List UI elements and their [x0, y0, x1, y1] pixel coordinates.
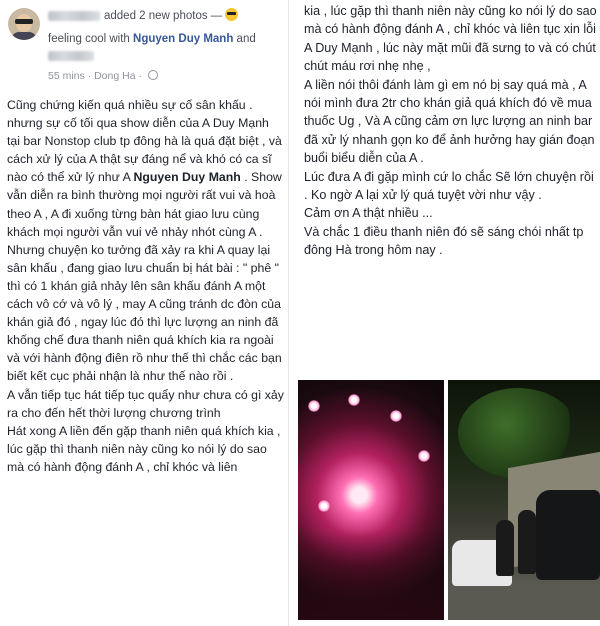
blurred-tagged-name[interactable] [48, 51, 94, 61]
post-paragraph: A vẫn tiếp tục hát tiếp tục quẩy như chưa có gì xảy ra cho đến hết thời lượng chương trình [7, 387, 284, 420]
post-paragraph: A liền nói thôi đánh làm gì em nó bị say quá mà , A nói mình đưa 2tr cho khán giả quá khích đó về mua thuốc Ug , Và A cũng cảm ơn lực lượng an ninh bar đã xử lý nhanh gọn ko để ảnh hưởng hay gián đoạn buổi biểu diễn của A . [304, 77, 595, 166]
post-continued-body [304, 2, 598, 260]
post-location[interactable]: · Dong Ha · [87, 70, 142, 82]
and-text: and [236, 33, 256, 45]
post-paragraph: Cũng chứng kiến quá nhiều sự cố sân khấu . [7, 98, 253, 112]
post-meta [48, 70, 158, 82]
post-header [0, 0, 288, 92]
person-figure [518, 510, 536, 574]
action-text: added 2 new photos — [104, 10, 223, 22]
person-figure [496, 520, 514, 576]
feeling-text: feeling cool with [48, 33, 130, 45]
header-line-3 [48, 49, 98, 63]
blurred-author-name[interactable] [48, 11, 100, 21]
header-line-1 [48, 8, 238, 23]
avatar[interactable] [8, 8, 40, 40]
sunglasses-emoji-icon [225, 8, 238, 21]
post-time[interactable]: 55 mins [48, 70, 85, 82]
street-night-photo[interactable] [448, 380, 600, 620]
post-paragraph: Và chắc 1 điều thanh niên đó sẽ sáng chói nhất tp đông Hà trong hôm nay . [304, 224, 584, 258]
post-left-column [0, 0, 289, 626]
tagged-user-link[interactable]: Nguyen Duy Manh [133, 33, 234, 45]
post-body [7, 96, 285, 476]
post-paragraph: Hát xong A liền đến gặp thanh niên quá khích kia , lúc gặp thì thanh niên này cũng ko nói lý do sao mà có hành động đánh A , chỉ khóc và liên [7, 423, 281, 474]
header-line-2 [48, 32, 256, 46]
post-paragraph: Cảm ơn A thật nhiều ... [304, 206, 433, 221]
post-paragraph: kia , lúc gặp thì thanh niên này cũng ko nói lý do sao mà có hành động đánh A , chỉ khóc và liên tục xin lỗi A Duy Mạnh , lúc này mặt mũi đã sưng to và có chút chút máu rơi nhẹ nhẹ , [304, 4, 597, 74]
globe-icon [148, 70, 158, 80]
tagged-user-mention[interactable]: Nguyen Duy Manh [133, 170, 241, 185]
post-paragraph: nhưng sự cố tối qua show diễn của A Duy Mạnh tại bar Nonstop club tp đông hà là quá đặt biệt , và cách xử lý của A thật sự đáng nể và khó có ca sĩ nào có thể xử lý như A Nguyen Duy Manh . Show vẫn diễn ra bình thường mọi người rất vui và hoà theo A , A đi xuống từng bàn hát giao lưu cùng khách mọi người vẫn vui vẻ nhảy nhót cùng A . Nhưng chuyện ko tưởng đã xảy ra khi A quay lại sân khấu , đang giao lưu chuẩn bị hát bài : " phê " thì có 1 khán giả nhảy lên sân khấu đánh A một cách vô cớ và vô lý , may A cũng tránh dc đòn của khán giả đó , ngay lúc đó thì lực lượng an ninh đã khống chế đưa thanh niên quá khích kia ra ngoài và với hành động điên rồ như thế thì chắc các bạn biết kết cục phải nhận là như thế nào rồi . [7, 116, 282, 384]
concert-stage-photo[interactable] [298, 380, 444, 620]
post-paragraph: Lúc đưa A đi gặp mình cứ lo chắc Sẽ lớn chuyện rồi . Ko ngờ A lại xử lý quá tuyệt vời như vậy . [304, 169, 594, 203]
